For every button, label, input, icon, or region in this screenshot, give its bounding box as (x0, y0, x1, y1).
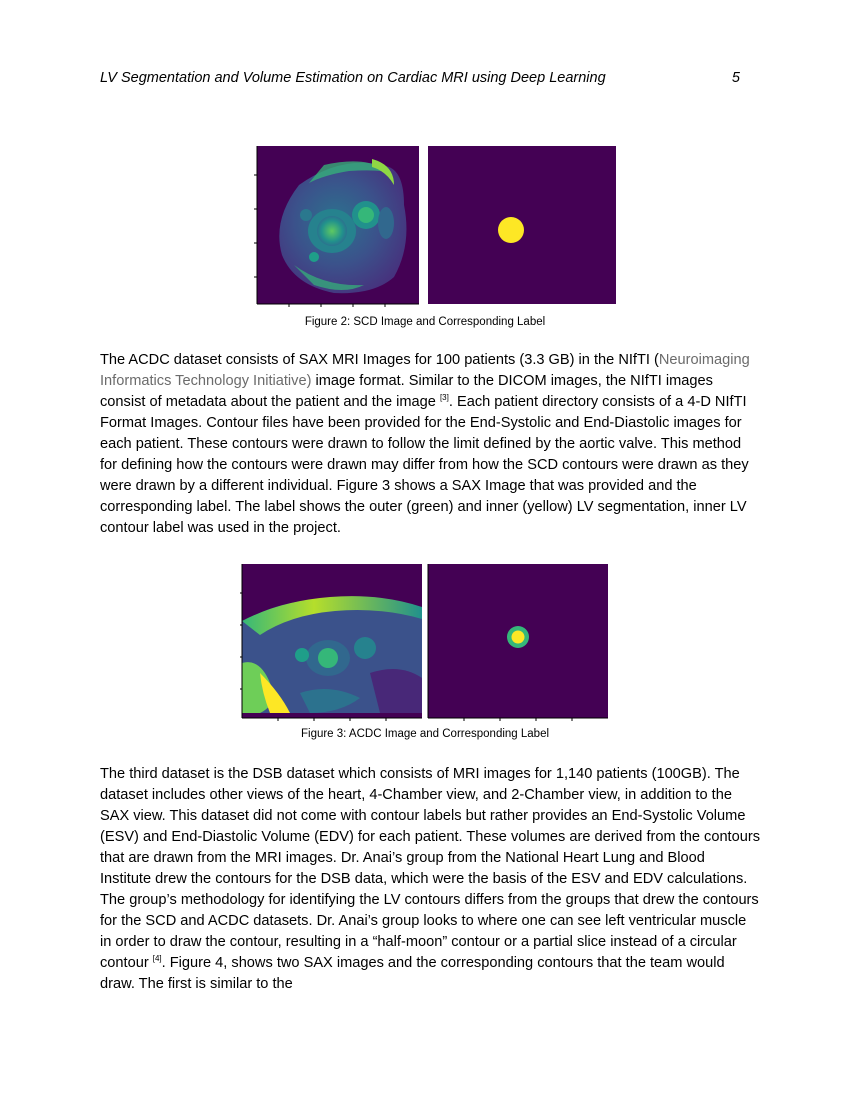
paragraph-acdc (100, 350, 760, 539)
inner-lv-contour (512, 631, 525, 644)
scd-label-image (428, 146, 616, 304)
text-span: . Each patient directory consists of a 4-D NIfTI Format Images. Contour files have been provided for the End-Systolic and End-Diastolic images for each patient. These contours were drawn to follow the limit defined by the aortic valve. This method for defining how the contours were drawn may differ from how the SCD contours were drawn as they were drawn by a different individual. Figure 3 shows a SAX Image that was provided and the corresponding label. The label shows the outer (green) and inner (yellow) LV segmentation, inner LV contour label was used in the project. (100, 394, 749, 536)
text-span: The third dataset is the DSB dataset which consists of MRI images for 1,140 patients (100GB). The dataset includes other views of the heart, 4-Chamber view, and 2-Chamber view, in addition to the SAX view. This dataset did not come with contour labels but rather provides an End-Systolic Volume (ESV) and End-Diastolic Volume (EDV) for each patient. These volumes are derived from the contours that are drawn from the MRI images. Dr. Anai’s group from the National Heart Lung and Blood Institute drew the contours for the DSB data, which were the basis of the ESV and EDV calculations. The group’s methodology for identifying the LV contours differs from the groups that drew the contours for the SCD and ACDC datasets. Dr. Anai’s group looks to where one can see left ventricular muscle in order to draw the contour, resulting in a “half-moon” contour or a partial slice instead of a circular contour (100, 766, 761, 971)
figure-3 (240, 563, 612, 721)
paragraph-dsb (100, 764, 760, 995)
nifti-expansion: Neuroimaging Informatics Technology Initiative) (100, 352, 750, 389)
page-number: 5 (731, 70, 740, 86)
figure-3-caption: Figure 3: ACDC Image and Corresponding Label (300, 728, 550, 740)
text-span: . Figure 4, shows two SAX images and the corresponding contours that the team would draw. The first is similar to the (100, 955, 725, 992)
running-header (100, 70, 740, 86)
text-span: The ACDC dataset consists of SAX MRI Images for 100 patients (3.3 GB) in the NIfTI ( (100, 352, 659, 368)
figure-2 (254, 145, 616, 307)
figure-2-caption: Figure 2: SCD Image and Corresponding Label (304, 316, 546, 328)
citation-3: [3] (439, 393, 449, 403)
paper-title: LV Segmentation and Volume Estimation on Cardiac MRI using Deep Learning (100, 70, 606, 86)
scd-mri-image (254, 146, 419, 307)
text-span: image format. Similar to the DICOM images, the NIfTI images consist of metadata about the patient and the image (100, 373, 713, 410)
lv-label-mask (498, 217, 524, 243)
acdc-label-image (428, 564, 608, 721)
acdc-mri-image (240, 564, 422, 721)
citation-4: [4] (152, 954, 162, 964)
